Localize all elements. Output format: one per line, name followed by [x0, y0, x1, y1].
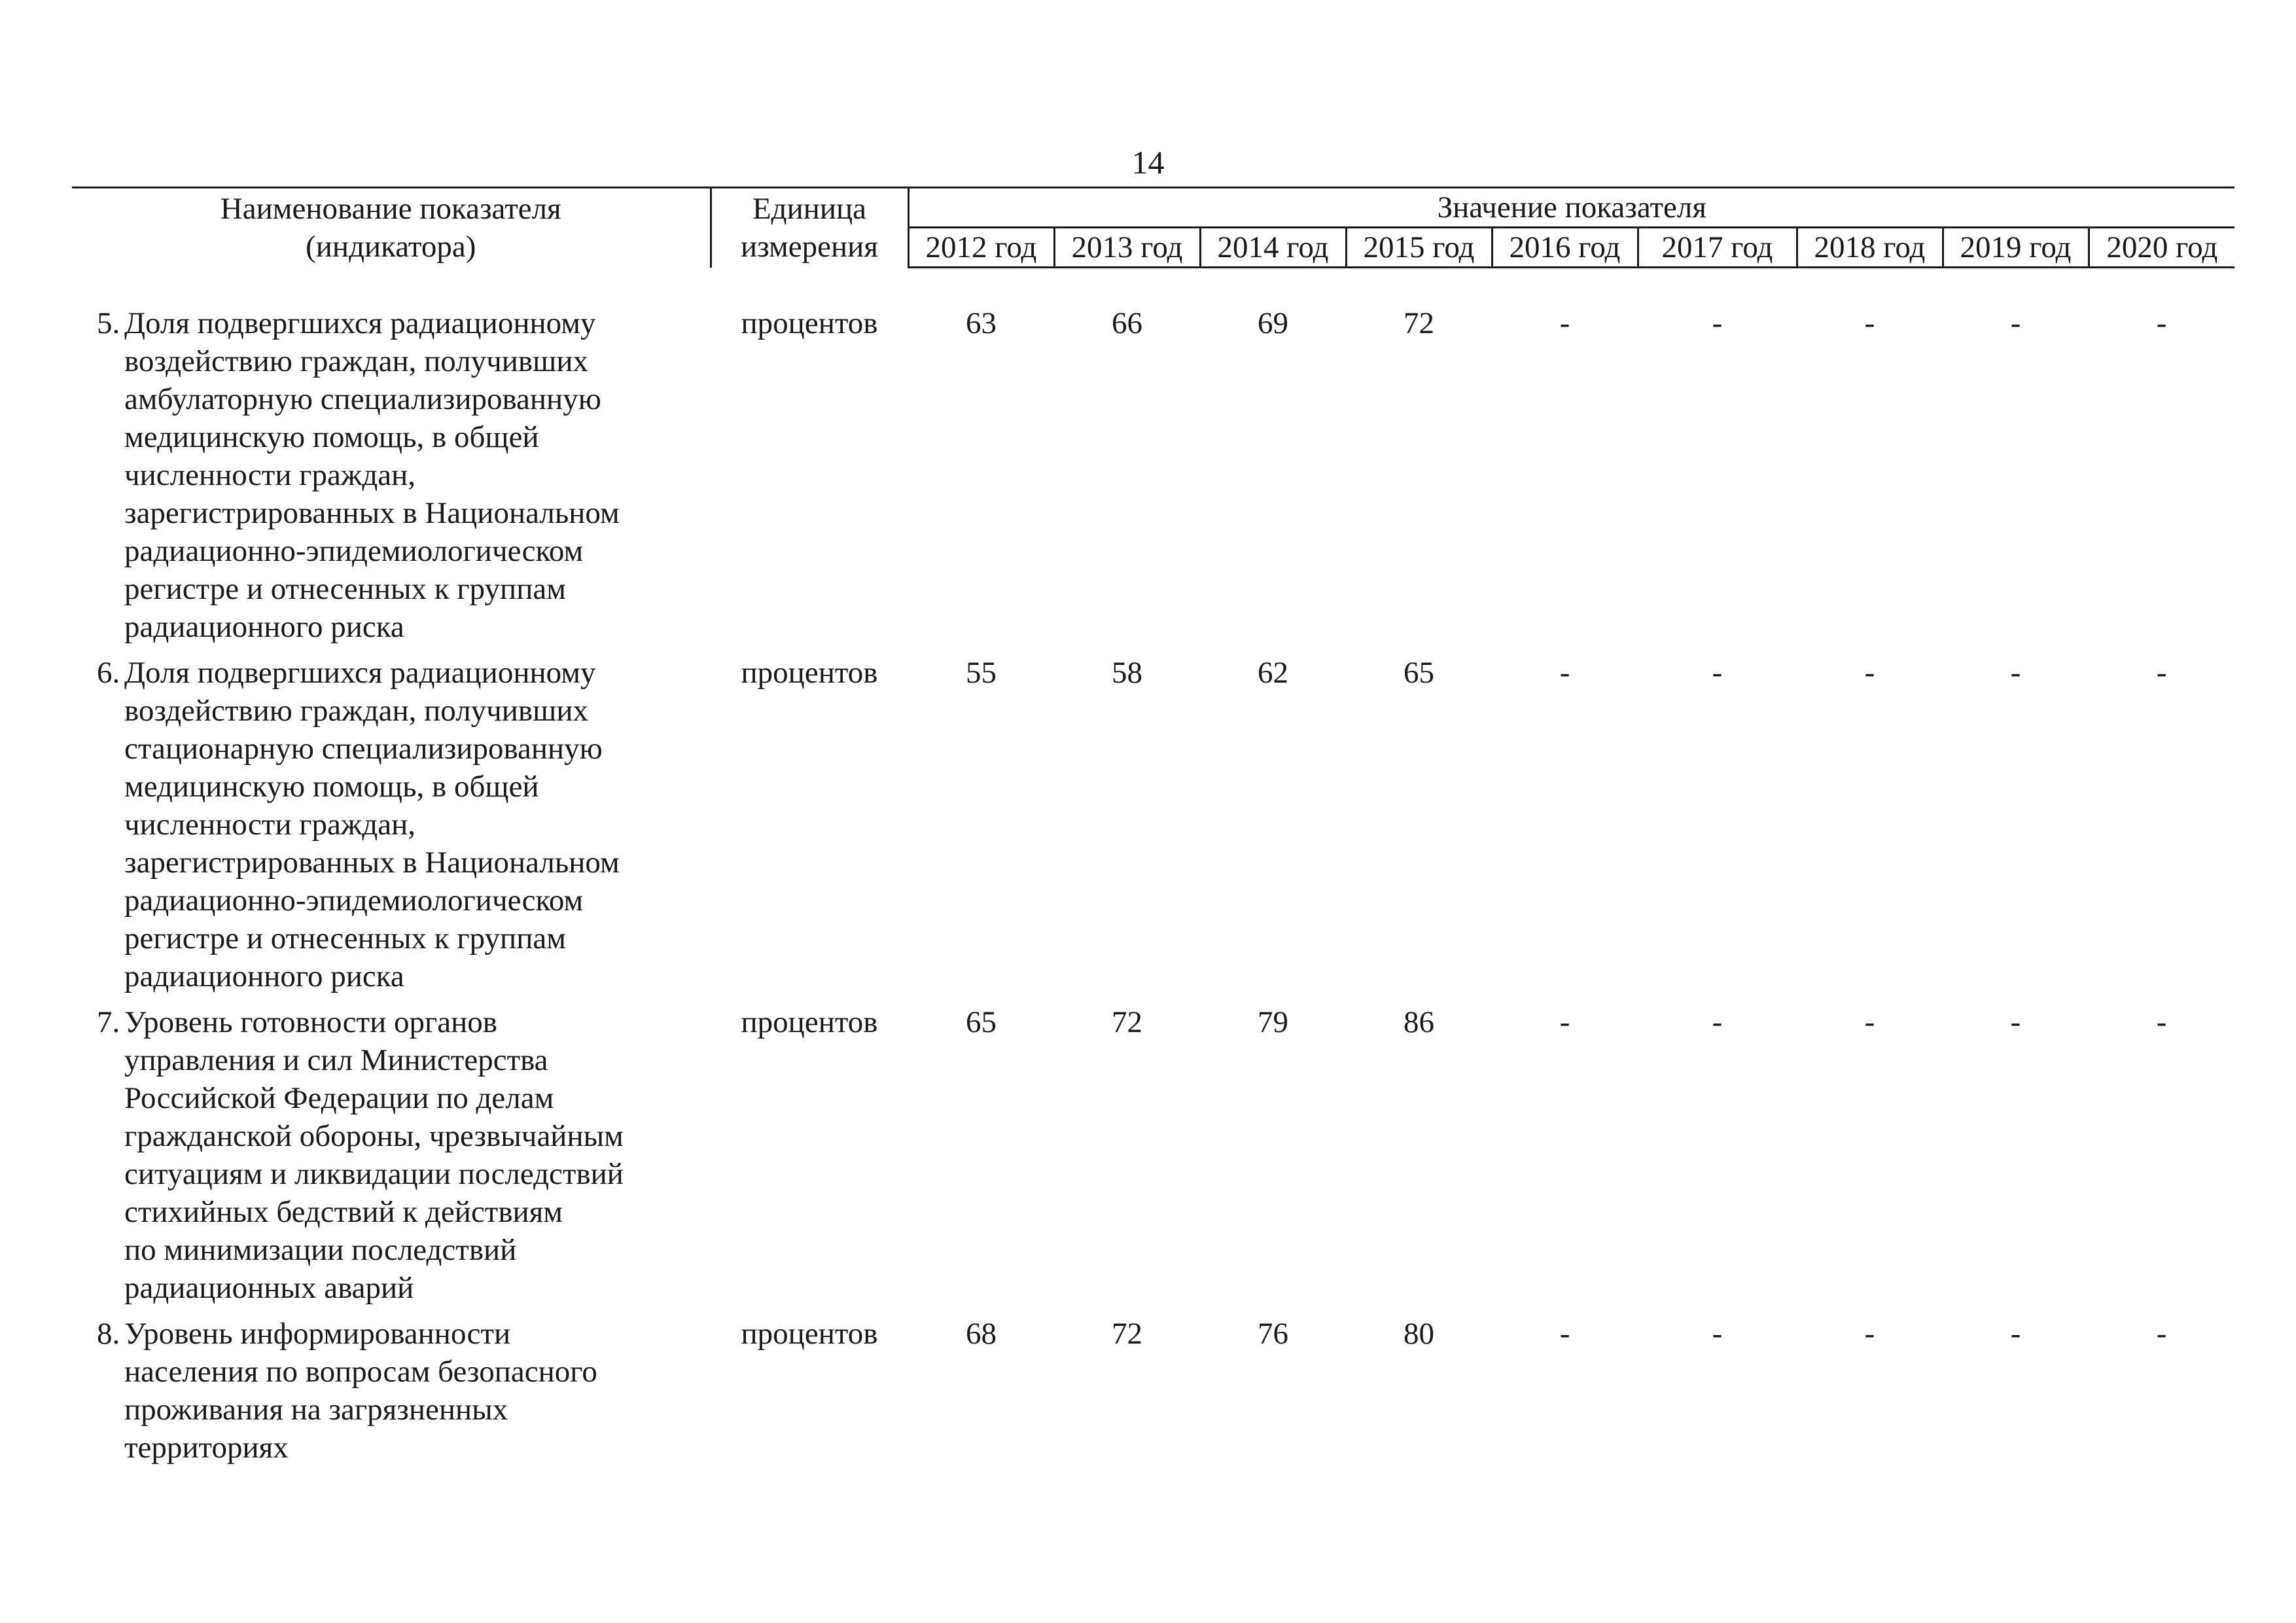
table-row: [72, 304, 2234, 654]
indicator-name: Уровень готовности органов управления и сил Министерства Российской Федерации по делам гражданской обороны, чрезвычайным ситуациям и ликвидации последствий стихийных бедствий к действиям по минимизации последствий радиационных аварий: [124, 1005, 624, 1305]
header-indicator-name: Наименование показателя (индикатора): [72, 188, 711, 268]
value-cell: 62: [1258, 656, 1288, 690]
indicator-name: Доля подвергшихся радиационному воздействию граждан, получивших амбулаторную специализированную медицинскую помощь, в общей численности граждан, зарегистрированных в Национальном радиационно-эпидемиологическом регистре и отнесенных к группам радиационного риска: [124, 306, 620, 644]
unit-cell: процентов: [741, 656, 878, 690]
value-cell: -: [2156, 1317, 2167, 1351]
header-year: 2014 год: [1200, 228, 1346, 268]
header-year: 2013 год: [1054, 228, 1200, 268]
table-row: [72, 1003, 2234, 1315]
value-cell: 72: [1112, 1317, 1142, 1351]
header-year: 2017 год: [1638, 228, 1797, 268]
unit-cell: процентов: [741, 1005, 878, 1039]
value-cell: 58: [1112, 656, 1142, 690]
header-indicator-values: Значение показателя: [908, 188, 2234, 228]
value-cell: -: [2010, 656, 2021, 690]
value-cell: -: [2156, 306, 2167, 340]
value-cell: -: [2010, 306, 2021, 340]
value-cell: 86: [1404, 1005, 1434, 1039]
value-cell: -: [2010, 1005, 2021, 1039]
value-cell: 66: [1112, 306, 1142, 340]
value-cell: -: [1864, 1005, 1875, 1039]
value-cell: 68: [966, 1317, 997, 1351]
value-cell: -: [1712, 306, 1723, 340]
value-cell: -: [1559, 656, 1570, 690]
table-row: [72, 1315, 2234, 1474]
value-cell: -: [1559, 1005, 1570, 1039]
row-number: 7.: [97, 1005, 120, 1039]
unit-cell: процентов: [741, 1317, 878, 1351]
header-unit: Единица измерения: [711, 188, 908, 268]
value-cell: 79: [1258, 1005, 1288, 1039]
value-cell: -: [1712, 1005, 1723, 1039]
row-number: 6.: [97, 656, 120, 690]
value-cell: -: [1864, 306, 1875, 340]
value-cell: 69: [1258, 306, 1288, 340]
value-cell: -: [1559, 1317, 1570, 1351]
value-cell: -: [2156, 1005, 2167, 1039]
page-number: 14: [1131, 144, 1165, 181]
value-cell: 76: [1258, 1317, 1288, 1351]
header-year: 2015 год: [1346, 228, 1492, 268]
indicator-name: Доля подвергшихся радиационному воздействию граждан, получивших стационарную специализированную медицинскую помощь, в общей численности граждан, зарегистрированных в Национальном радиационно-эпидемиологическом регистре и отнесенных к группам радиационного риска: [124, 656, 620, 993]
value-cell: 80: [1404, 1317, 1434, 1351]
indicator-name-cell: [72, 304, 711, 654]
value-cell: -: [2010, 1317, 2021, 1351]
unit-cell: процентов: [741, 306, 878, 340]
value-cell: -: [1559, 306, 1570, 340]
header-year: 2019 год: [1943, 228, 2089, 268]
value-cell: -: [1864, 1317, 1875, 1351]
indicator-name: Уровень информированности населения по вопросам безопасного проживания на загрязненных территориях: [124, 1317, 597, 1465]
value-cell: -: [1712, 656, 1723, 690]
table-row: [72, 654, 2234, 1003]
header-year: 2012 год: [908, 228, 1054, 268]
header-year: 2018 год: [1797, 228, 1943, 268]
indicator-table: [72, 187, 2234, 1474]
value-cell: 65: [966, 1005, 997, 1039]
value-cell: 63: [966, 306, 997, 340]
header-year: 2020 год: [2089, 228, 2234, 268]
indicator-name-cell: [72, 1315, 711, 1474]
indicator-name-cell: [72, 1003, 711, 1315]
row-number: 5.: [97, 306, 120, 340]
indicator-name-cell: [72, 654, 711, 1003]
row-number: 8.: [97, 1317, 120, 1351]
value-cell: 72: [1404, 306, 1434, 340]
value-cell: -: [1712, 1317, 1723, 1351]
header-year: 2016 год: [1492, 228, 1638, 268]
value-cell: 65: [1404, 656, 1434, 690]
value-cell: 55: [966, 656, 997, 690]
value-cell: 72: [1112, 1005, 1142, 1039]
value-cell: -: [2156, 656, 2167, 690]
value-cell: -: [1864, 656, 1875, 690]
